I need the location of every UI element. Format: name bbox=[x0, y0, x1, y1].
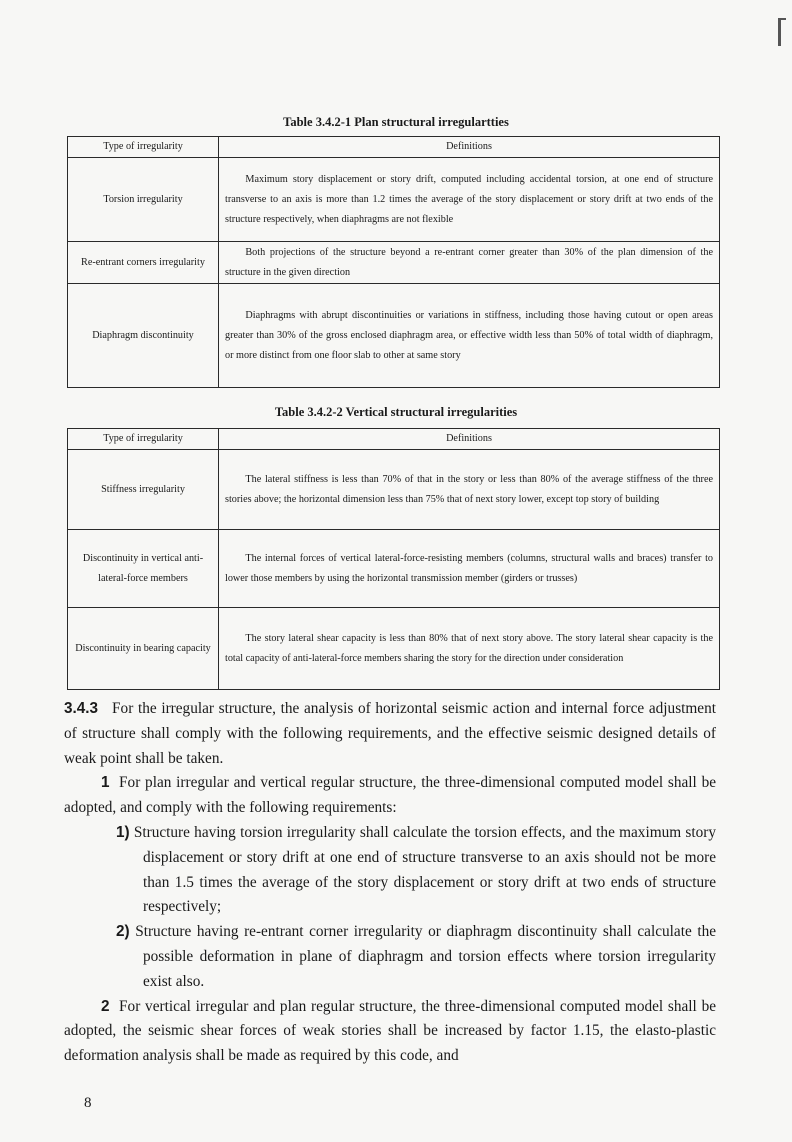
irregularity-type-cell: Re-entrant corners irregularity bbox=[68, 242, 219, 284]
definition-cell: The story lateral shear capacity is less than 80% that of next story above. The story lateral shear capacity is the total capacity of anti-lateral-force members sharing the story for the direction under consideration bbox=[225, 632, 713, 664]
item-paragraph bbox=[64, 995, 716, 1069]
item-number: 2 bbox=[101, 997, 110, 1015]
definition-cell: The lateral stiffness is less than 70% of that in the story or less than 80% of the average stiffness of the three stories above; the horizontal dimension less than 75% that of next story lower, except top story of building bbox=[225, 473, 713, 505]
definition-cell: Both projections of the structure beyond a re-entrant corner greater than 30% of the plan dimension of the structure in the given direction bbox=[225, 246, 713, 278]
item-number: 1 bbox=[101, 774, 110, 792]
table-header-row bbox=[68, 137, 720, 158]
item-text: For vertical irregular and plan regular structure, the three-dimensional computed model shall be adopted, the seismic shear forces of weak stories shall be increased by factor 1.15, the elasto-plastic deformation analysis shall be made as required by this code, and bbox=[64, 997, 717, 1065]
clause-body bbox=[64, 697, 716, 1069]
column-header-definition: Definitions bbox=[219, 429, 720, 450]
table-row bbox=[68, 284, 720, 388]
table-row bbox=[68, 608, 720, 690]
vertical-irregularities-table bbox=[67, 428, 720, 690]
page-number: 8 bbox=[84, 1095, 92, 1111]
definition-cell: Maximum story displacement or story drift, computed including accidental torsion, at one end of structure transverse to an axis is more than 1.2 times the average of the story displacement or story drift at two ends of the structure respectively, when diaphragms are not flexible bbox=[225, 173, 713, 225]
clause-paragraph bbox=[64, 697, 716, 771]
clause-number: 3.4.3 bbox=[64, 700, 99, 717]
table2-caption: Table 3.4.2-2 Vertical structural irregularities bbox=[274, 405, 518, 419]
item-text: For plan irregular and vertical regular structure, the three-dimensional computed model shall be adopted, and comply with the following requirements: bbox=[64, 774, 717, 817]
sub-item-paragraph bbox=[64, 920, 716, 994]
clause-text: For the irregular structure, the analysis of horizontal seismic action and internal force adjustment of structure shall comply with the following requirements, and the effective seismic designed details of weak point shall be taken. bbox=[64, 700, 716, 767]
column-header-definition: Definitions bbox=[219, 137, 720, 158]
table-row bbox=[68, 530, 720, 608]
irregularity-type-cell: Discontinuity in bearing capacity bbox=[68, 608, 219, 690]
table-row bbox=[68, 242, 720, 284]
sub-item-text: Structure having torsion irregularity shall calculate the torsion effects, and the maximum story displacement or story drift at one end of structure transverse to an axis should not be more than 1.5 times the average of the story displacement or story drift at two ends of structure respectively; bbox=[133, 823, 716, 916]
irregularity-type-cell: Stiffness irregularity bbox=[68, 450, 219, 530]
table-row bbox=[68, 158, 720, 242]
table1-caption: Table 3.4.2-1 Plan structural irregulartties bbox=[283, 115, 509, 129]
scan-corner-mark bbox=[781, 18, 786, 20]
column-header-type: Type of irregularity bbox=[68, 429, 219, 450]
sub-item-number: 2) bbox=[116, 923, 130, 941]
definition-cell: Diaphragms with abrupt discontinuities or variations in stiffness, including those having cutout or open areas greater than 30% of the gross enclosed diaphragm area, or effective width less than 50% of total width of diaphragm, or more distinct from one floor slab to other at same story bbox=[225, 309, 713, 361]
item-paragraph bbox=[64, 771, 716, 821]
definition-cell: The internal forces of vertical lateral-force-resisting members (columns, structural walls and braces) transfer to lower those members by using the horizontal transmission member (girders or trusses) bbox=[225, 552, 713, 584]
sub-item-number: 1) bbox=[116, 823, 130, 841]
irregularity-type-cell: Discontinuity in vertical anti-lateral-force members bbox=[68, 530, 219, 608]
table-header-row bbox=[68, 429, 720, 450]
irregularity-type-cell: Diaphragm discontinuity bbox=[68, 284, 219, 388]
sub-item-text: Structure having re-entrant corner irregularity or diaphragm discontinuity shall calculate the possible deformation in plane of diaphragm and torsion effects where torsion irregularity exist also. bbox=[135, 923, 717, 990]
column-header-type: Type of irregularity bbox=[68, 137, 219, 158]
plan-irregularities-table bbox=[67, 136, 720, 388]
table-row bbox=[68, 450, 720, 530]
sub-item-paragraph bbox=[64, 821, 716, 920]
scan-corner-mark bbox=[778, 18, 781, 46]
irregularity-type-cell: Torsion irregularity bbox=[68, 158, 219, 242]
